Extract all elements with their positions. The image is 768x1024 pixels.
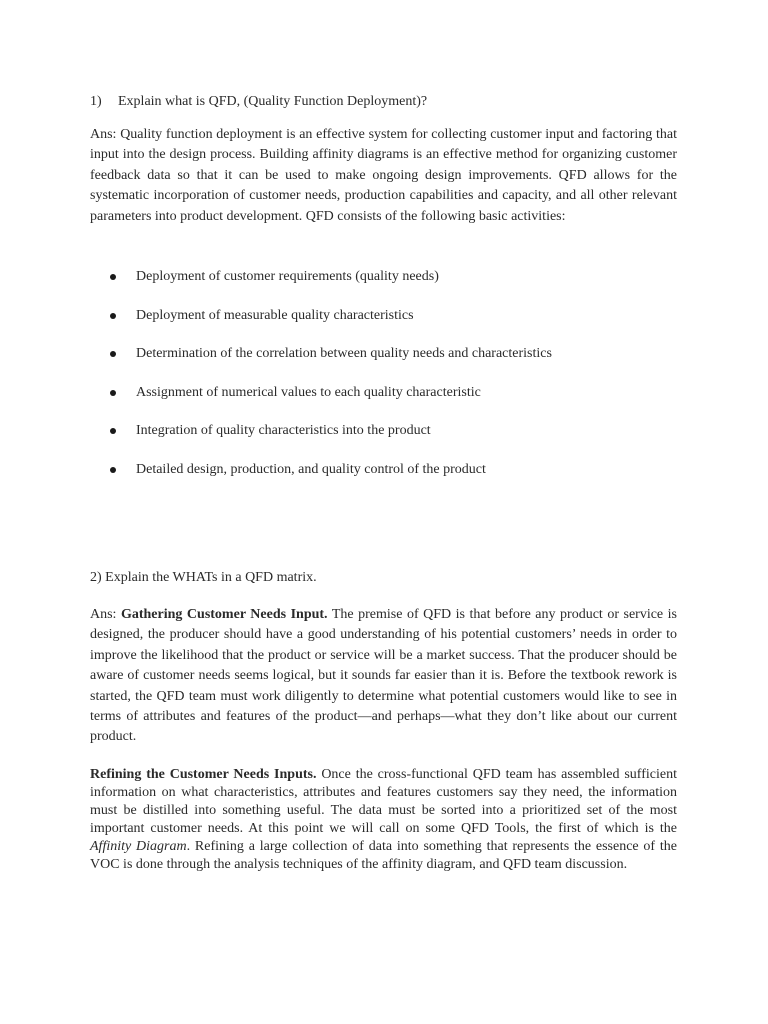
list-item-text: Deployment of measurable quality characteristics: [136, 307, 414, 323]
list-item-text: Determination of the correlation between quality needs and characteristics: [136, 346, 552, 361]
list-item: [108, 421, 552, 460]
answer-3-paragraph: [90, 766, 677, 874]
activities-list: [108, 267, 552, 498]
list-item: [108, 383, 552, 422]
list-item: [108, 306, 552, 345]
answer-1-text: Quality function deployment is an effective system for collecting customer input and factoring that input into the design process. Building affinity diagrams is an effective method for organizing customer feedback data so that it can be used to make ongoing design improvements. QFD allows for the systematic incorporation of customer needs, production capabilities and capacity, and all other relevant parameters into product development. QFD consists of the following basic activities:: [90, 127, 677, 224]
bullet-icon: [110, 390, 116, 396]
list-item: [108, 460, 552, 499]
list-item-text: Assignment of numerical values to each quality characteristic: [136, 384, 481, 400]
answer-1-paragraph: [90, 125, 677, 227]
answer-2-text: The premise of QFD is that before any product or service is designed, the producer should have a good understanding of his potential customers’ needs in order to improve the likelihood that the product or service will be a market success. That the producer should be aware of customer needs seems logical, but it sounds far easier than it is. Before the textbook rework is started, the QFD team must work diligently to determine what potential customers would like to see in terms of attributes and features of the product—and perhaps—what they don’t like about our current product.: [90, 607, 677, 745]
bullet-icon: [110, 428, 116, 434]
answer-2-prefix: Ans:: [90, 607, 121, 622]
bullet-icon: [110, 467, 116, 473]
question-1-text: Explain what is QFD, (Quality Function Deployment)?: [118, 94, 428, 109]
answer-2-paragraph: [90, 605, 677, 748]
answer-3-text-before: Once the cross-functional QFD team has assembled sufficient information on what characteristics, attributes and features customers say they need, the information must be distilled into something useful. The data must be sorted into a prioritized set of the most important customer needs. At this point we will call on some QFD Tools, the first of which is the: [90, 767, 677, 836]
bullet-icon: [110, 313, 116, 319]
list-item: [108, 267, 552, 306]
question-1: [90, 92, 427, 112]
list-item-text: Integration of quality characteristics into the product: [136, 423, 431, 438]
question-1-number: 1): [90, 94, 102, 109]
bullet-icon: [110, 351, 116, 357]
question-2: [90, 568, 317, 588]
list-item-text: Detailed design, production, and quality control of the product: [136, 461, 486, 477]
answer-1-prefix: Ans:: [90, 127, 121, 142]
answer-3-heading: Refining the Customer Needs Inputs.: [90, 767, 317, 782]
answer-3-italic-term: Affinity Diagram: [90, 839, 187, 854]
list-item-text: Deployment of customer requirements (quality needs): [136, 269, 439, 284]
list-item: [108, 344, 552, 383]
answer-3-text-after: . Refining a large collection of data into something that represents the essence of the VOC is done through the analysis techniques of the affinity diagram, and QFD team discussion.: [90, 839, 678, 872]
answer-2-heading: Gathering Customer Needs Input.: [120, 607, 328, 622]
bullet-icon: [110, 274, 116, 280]
question-2-text: 2) Explain the WHATs in a QFD matrix.: [90, 570, 317, 585]
